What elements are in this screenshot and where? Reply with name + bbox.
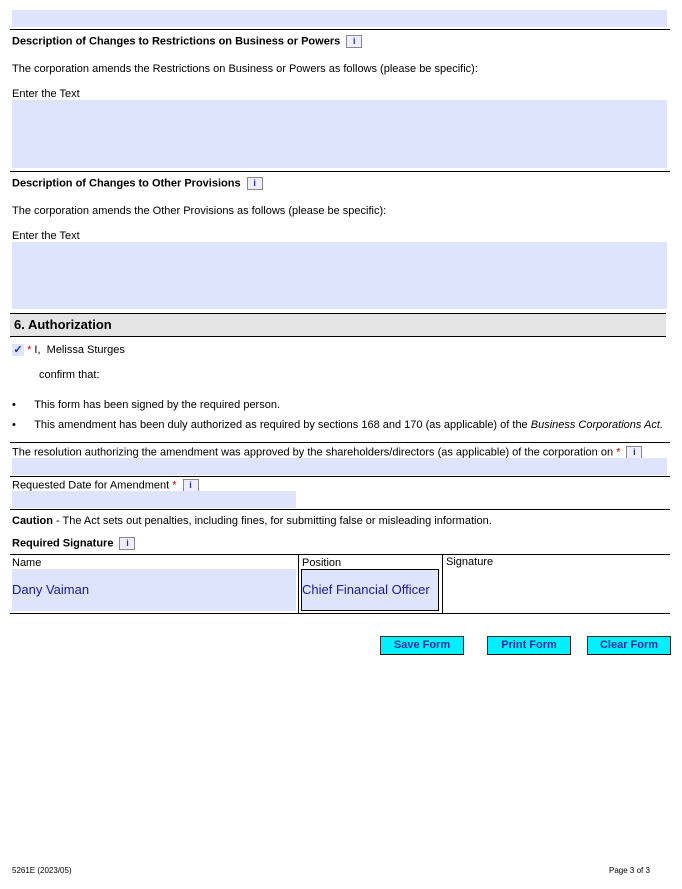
other-heading: Description of Changes to Other Provisions i (12, 177, 263, 190)
position-field[interactable]: Chief Financial Officer (301, 569, 439, 611)
resolution-date-field[interactable] (12, 458, 667, 475)
requested-date-label: Requested Date for Amendment * i (12, 479, 199, 492)
save-form-button[interactable]: Save Form (380, 636, 464, 655)
signature-label: Signature (446, 556, 494, 568)
authorizer-name: Melissa Sturges (46, 344, 125, 356)
restrictions-desc: The corporation amends the Restrictions on Business or Powers as follows (please be specific): (12, 63, 478, 75)
name-field[interactable]: Dany Vaiman (12, 569, 296, 611)
print-form-button[interactable]: Print Form (487, 636, 571, 655)
info-icon[interactable]: i (247, 177, 263, 190)
info-icon[interactable]: i (346, 35, 362, 48)
bullet-2: • This amendment has been duly authorized as required by sections 168 and 170 (as applicable) of the Business Corporations Act. (12, 419, 663, 431)
bullet-1: • This form has been signed by the required person. (12, 399, 281, 411)
confirm-text: confirm that: (39, 369, 100, 381)
page-number: Page 3 of 3 (609, 866, 650, 875)
form-number: 5261E (2023/05) (12, 866, 72, 875)
clear-form-button[interactable]: Clear Form (587, 636, 671, 655)
name-label: Name (12, 557, 42, 569)
resolution-label: The resolution authorizing the amendment was approved by the shareholders/directors (as applicable) of the corporation on * i (12, 446, 642, 459)
requested-date-field[interactable] (12, 491, 296, 508)
enter-text-label: Enter the Text (12, 88, 80, 100)
previous-text-field[interactable] (12, 10, 667, 27)
other-desc: The corporation amends the Other Provisions as follows (please be specific): (12, 205, 387, 217)
enter-text-label: Enter the Text (12, 230, 80, 242)
restrictions-text-field[interactable] (12, 100, 667, 168)
position-label: Position (302, 557, 342, 569)
authorizer-row: ✓ * I, Melissa Sturges (13, 344, 125, 356)
info-icon[interactable]: i (119, 537, 135, 550)
other-text-field[interactable] (12, 242, 667, 309)
restrictions-heading: Description of Changes to Restrictions on Business or Powers i (12, 35, 362, 48)
confirm-checkbox[interactable]: ✓ (13, 344, 23, 356)
info-icon[interactable]: i (183, 479, 199, 492)
caution-text: Caution - The Act sets out penalties, including fines, for submitting false or misleading information. (12, 515, 492, 527)
info-icon[interactable]: i (626, 446, 642, 459)
authorization-title: 6. Authorization (10, 313, 666, 337)
required-signature-label: Required Signature i (12, 537, 135, 550)
